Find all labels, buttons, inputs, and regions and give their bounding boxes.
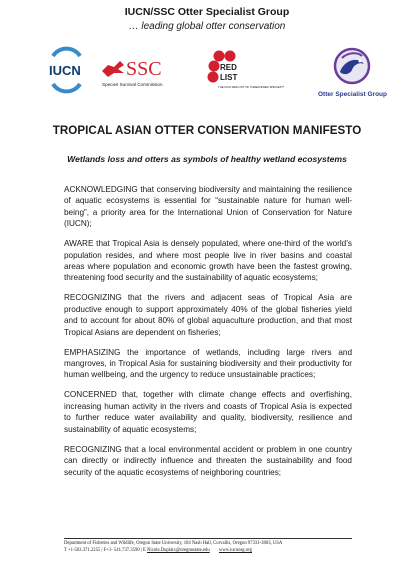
paragraph-acknowledging: ACKNOWLEDGING that conserving biodiversity and maintaining the resilience of aquatic ecosystems is essential for “sustainable nature for human well-being”, a priority area for the International Union of Conservation for Nature (IUCN); [64, 185, 352, 229]
ssc-logo [100, 55, 176, 89]
ssc-logo-graphic [100, 55, 176, 89]
org-name: IUCN/SSC Otter Specialist Group [124, 6, 290, 18]
paragraph-recognizing-transboundary: RECOGNIZING that a local environmental accident or problem in one country can directly or indirectly influence and threaten the sustainability and food security of the aquatic ecosystems of neighboring countries; [64, 444, 352, 477]
red-list-logo [206, 49, 285, 99]
otter-logo-graphic [318, 44, 386, 100]
svg-text:RED: RED [220, 63, 237, 72]
ssc-logo-text: SSC [126, 58, 162, 80]
osg-caption: Otter Specialist Group [318, 91, 387, 98]
ssc-caption: Species Survival Commission [102, 82, 163, 87]
paragraph-concerned: CONCERNED that, together with climate change effects and overfishing, increasing human activity in the rivers and coasts of Tropical Asia is expected to further reduce water availability and quality, biodiversity, resilience and sustainability of aquatic ecosystems; [64, 390, 352, 434]
org-tagline: … leading global otter conservation [128, 21, 286, 32]
footer-phone: T +1-503.371.2255 [64, 548, 101, 553]
footer-email-link[interactable]: Nicole.Duplaix@oregonstate.edu [147, 548, 210, 553]
paragraph-recognizing-productivity: RECOGNIZING that the rivers and adjacent seas of Tropical Asia are productive enough to support approximately 40% of the global fisheries yield and to account for about 80% of global aquaculture production, and that most Tropical Asians are dependent on fisheries; [64, 293, 352, 337]
paragraph-emphasizing: EMPHASIZING the importance of wetlands, including large rivers and mangroves, in Tropical Asia for sustaining biodiversity and their productivity for human wellbeing, and the urgency to reduce unsustainable practices; [64, 347, 352, 380]
footer-fax: F+1- 541.737.3590 [103, 548, 140, 553]
footer-divider [64, 538, 352, 539]
document-subtitle: Wetlands loss and otters as symbols of healthy wetland ecosystems [67, 154, 347, 164]
red-list-logo-graphic [206, 49, 285, 99]
otter-specialist-group-logo [318, 44, 386, 100]
document-title: TROPICAL ASIAN OTTER CONSERVATION MANIFESTO [52, 124, 362, 137]
footer-address: Department of Fisheries and Wildlife, Oregon State University, 104 Nash Hall, Corvallis, Oregon 97331-3803, USA [64, 541, 283, 546]
iucn-logo [46, 50, 98, 90]
svg-text:LIST: LIST [220, 73, 238, 82]
iucn-logo-text: IUCN [49, 63, 81, 78]
paragraph-aware: AWARE that Tropical Asia is densely populated, where one-third of the world’s population resides, and where most people live in river basins and coastal areas where population and economic growth have been the fastest growing, threatening food security and the sustainability of aquatic ecosystems; [64, 239, 352, 283]
iucn-logo-graphic [46, 50, 98, 90]
red-list-caption: THE IUCN RED LIST OF THREATENED SPECIES™ [218, 85, 285, 89]
footer-website-link[interactable]: www.iucnosg.org [219, 548, 252, 553]
manifesto-body [64, 184, 352, 487]
footer-contact: T +1-503.371.2255 | F+1- 541.737.3590 | E Nicole.Duplaix@oregonstate.edu www.iucnosg.org [64, 548, 252, 553]
footer-email-label: E [142, 548, 146, 553]
